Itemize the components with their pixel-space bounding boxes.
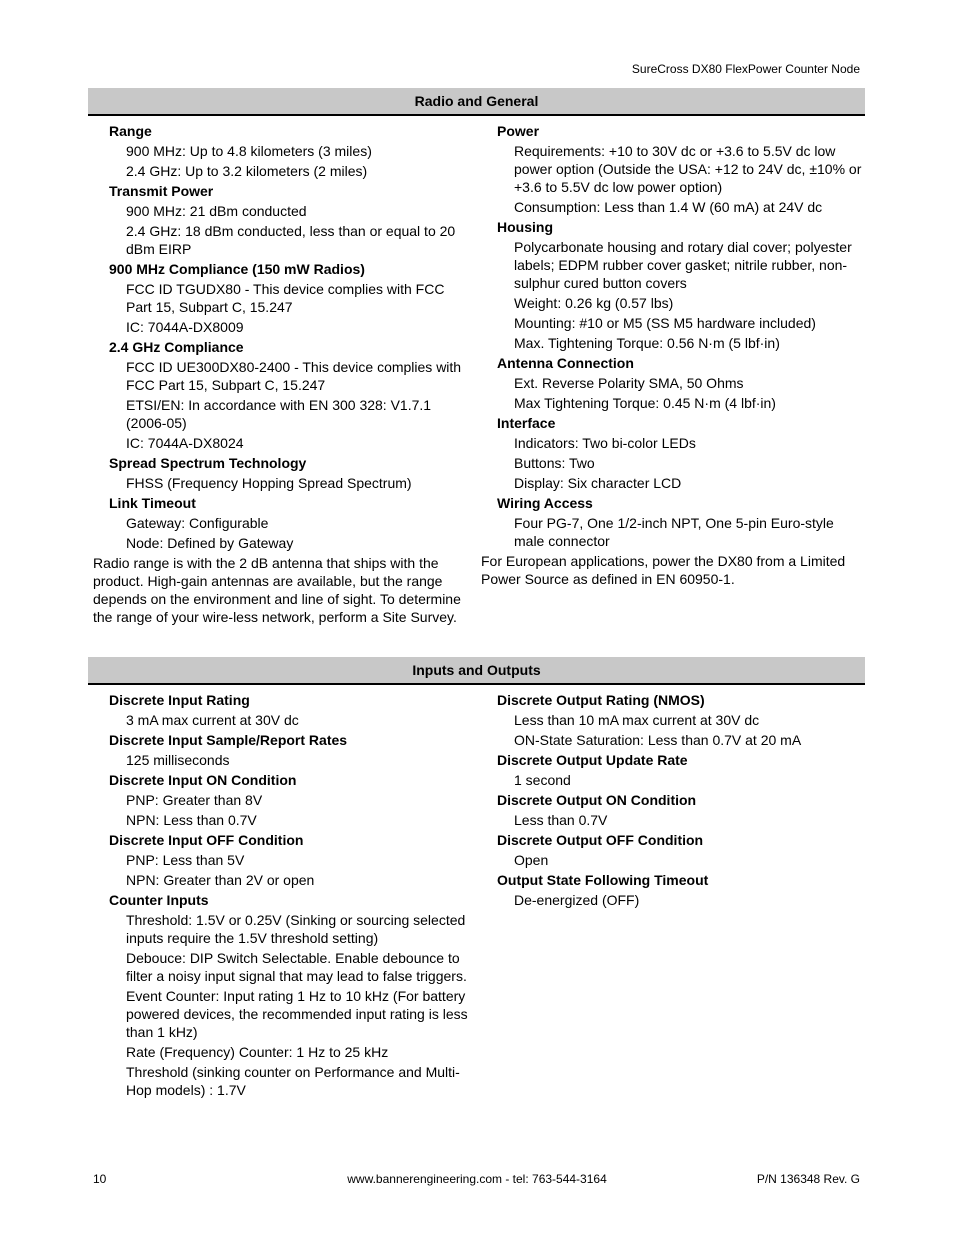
spec-heading: Link Timeout	[109, 495, 196, 511]
spec-value: Max Tightening Torque: 0.45 N·m (4 lbf·in)	[514, 395, 776, 411]
spec-heading: Discrete Output Update Rate	[497, 752, 688, 768]
spec-group	[93, 182, 473, 258]
spec-value: 900 MHz: Up to 4.8 kilometers (3 miles)	[126, 143, 372, 159]
spec-value: FCC ID TGUDX80 - This device complies with FCC Part 15, Subpart C, 15.247	[126, 281, 445, 315]
spec-group	[481, 414, 865, 492]
spec-value: Node: Defined by Gateway	[126, 535, 294, 551]
spec-group	[93, 731, 473, 769]
spec-value: Mounting: #10 or M5 (SS M5 hardware included)	[514, 315, 816, 331]
spec-value: 3 mA max current at 30V dc	[126, 712, 299, 728]
spec-group	[93, 891, 473, 1099]
spec-group	[93, 454, 473, 492]
spec-value: Consumption: Less than 1.4 W (60 mA) at 24V dc	[514, 199, 823, 215]
inputs-outputs-right-column	[481, 691, 865, 911]
spec-value: Threshold: 1.5V or 0.25V (Sinking or sourcing selected inputs require the 1.5V threshold setting)	[126, 912, 466, 946]
section-title-radio-general: Radio and General	[88, 88, 865, 116]
spec-value: Less than 10 mA max current at 30V dc	[514, 712, 760, 728]
spec-value: 2.4 GHz: 18 dBm conducted, less than or equal to 20 dBm EIRP	[126, 223, 456, 257]
spec-group	[93, 494, 473, 552]
spec-value: Gateway: Configurable	[126, 515, 269, 531]
spec-heading: Output State Following Timeout	[497, 872, 709, 888]
spec-value: IC: 7044A-DX8024	[126, 435, 244, 451]
spec-heading: Antenna Connection	[497, 355, 634, 371]
spec-value: PNP: Less than 5V	[126, 852, 245, 868]
spec-heading: Range	[109, 123, 152, 139]
spec-group	[93, 691, 473, 729]
spec-value: Four PG-7, One 1/2-inch NPT, One 5-pin Euro-style male connector	[514, 515, 834, 549]
spec-value: Weight: 0.26 kg (0.57 lbs)	[514, 295, 674, 311]
spec-value: Requirements: +10 to 30V dc or +3.6 to 5.5V dc low power option (Outside the USA: +12 to 24V dc, ±10% or +3.6 to 5.5V dc low power option)	[514, 143, 862, 195]
spec-group	[93, 260, 473, 336]
spec-value: 1 second	[514, 772, 571, 788]
spec-group	[481, 354, 865, 412]
spec-group	[481, 831, 865, 869]
spec-group	[93, 338, 473, 452]
spec-group	[93, 122, 473, 180]
spec-heading: Discrete Output OFF Condition	[497, 832, 704, 848]
spec-heading: 2.4 GHz Compliance	[109, 339, 244, 355]
spec-value: 2.4 GHz: Up to 3.2 kilometers (2 miles)	[126, 163, 368, 179]
spec-value: FCC ID UE300DX80-2400 - This device complies with FCC Part 15, Subpart C, 15.247	[126, 359, 462, 393]
spec-value: Less than 0.7V	[514, 812, 608, 828]
spec-value: Ext. Reverse Polarity SMA, 50 Ohms	[514, 375, 744, 391]
spec-value: Display: Six character LCD	[514, 475, 682, 491]
spec-heading: Spread Spectrum Technology	[109, 455, 307, 471]
spec-value: Threshold (sinking counter on Performance and Multi-Hop models) : 1.7V	[126, 1064, 460, 1098]
spec-heading: Transmit Power	[109, 183, 214, 199]
spec-group	[481, 871, 865, 909]
spec-value: Polycarbonate housing and rotary dial cover; polyester labels; EDPM rubber cover gasket; nitrile rubber, non-sulphur cured button covers	[514, 239, 852, 291]
spec-heading: Discrete Input ON Condition	[109, 772, 297, 788]
spec-group	[481, 751, 865, 789]
spec-heading: Discrete Output ON Condition	[497, 792, 697, 808]
spec-value: ETSI/EN: In accordance with EN 300 328: V1.7.1 (2006-05)	[126, 397, 432, 431]
spec-value: 900 MHz: 21 dBm conducted	[126, 203, 307, 219]
spec-value: NPN: Greater than 2V or open	[126, 872, 315, 888]
spec-heading: Power	[497, 123, 540, 139]
spec-heading: Discrete Output Rating (NMOS)	[497, 692, 705, 708]
section-title-inputs-outputs: Inputs and Outputs	[88, 657, 865, 685]
spec-heading: 900 MHz Compliance (150 mW Radios)	[109, 261, 365, 277]
spec-note: For European applications, power the DX80 from a Limited Power Source as defined in EN 60950-1.	[481, 553, 846, 587]
spec-heading: Discrete Input OFF Condition	[109, 832, 304, 848]
spec-value: De-energized (OFF)	[514, 892, 640, 908]
spec-group	[481, 494, 865, 550]
spec-value: Debouce: DIP Switch Selectable. Enable debounce to filter a noisy input signal that may lead to false triggers.	[126, 950, 467, 984]
spec-heading: Wiring Access	[497, 495, 593, 511]
radio-general-right-column	[481, 122, 865, 588]
inputs-outputs-left-column	[93, 691, 473, 1101]
spec-group	[481, 218, 865, 352]
radio-general-left-column	[93, 122, 473, 626]
spec-group	[93, 831, 473, 889]
spec-heading: Discrete Input Sample/Report Rates	[109, 732, 348, 748]
spec-heading: Discrete Input Rating	[109, 692, 250, 708]
spec-heading: Interface	[497, 415, 556, 431]
document-title: SureCross DX80 FlexPower Counter Node	[631, 62, 860, 76]
spec-value: NPN: Less than 0.7V	[126, 812, 257, 828]
spec-value: Max. Tightening Torque: 0.56 N·m (5 lbf·in)	[514, 335, 780, 351]
part-number: P/N 136348 Rev. G	[756, 1172, 860, 1186]
spec-value: 125 milliseconds	[126, 752, 230, 768]
spec-group	[93, 771, 473, 829]
spec-value: Rate (Frequency) Counter: 1 Hz to 25 kHz	[126, 1044, 389, 1060]
page-number: 10	[93, 1172, 107, 1186]
spec-value: Buttons: Two	[514, 455, 595, 471]
spec-value: FHSS (Frequency Hopping Spread Spectrum)	[126, 475, 412, 491]
spec-value: IC: 7044A-DX8009	[126, 319, 244, 335]
spec-group	[481, 791, 865, 829]
spec-heading: Housing	[497, 219, 553, 235]
spec-value: Indicators: Two bi-color LEDs	[514, 435, 696, 451]
footer-contact: www.bannerengineering.com - tel: 763-544-3164	[347, 1172, 607, 1186]
spec-group	[481, 691, 865, 749]
spec-note: Radio range is with the 2 dB antenna that ships with the product. High-gain antennas are available, but the range depends on the environment and line of sight. To determine the range of your wire-less network, perform a Site Survey.	[93, 555, 461, 625]
spec-heading: Counter Inputs	[109, 892, 209, 908]
spec-value: Open	[514, 852, 549, 868]
spec-value: PNP: Greater than 8V	[126, 792, 263, 808]
spec-value: ON-State Saturation: Less than 0.7V at 20 mA	[514, 732, 802, 748]
spec-group	[481, 122, 865, 216]
spec-value: Event Counter: Input rating 1 Hz to 10 kHz (For battery powered devices, the recommended input rating is less than 1 kHz)	[126, 988, 468, 1040]
